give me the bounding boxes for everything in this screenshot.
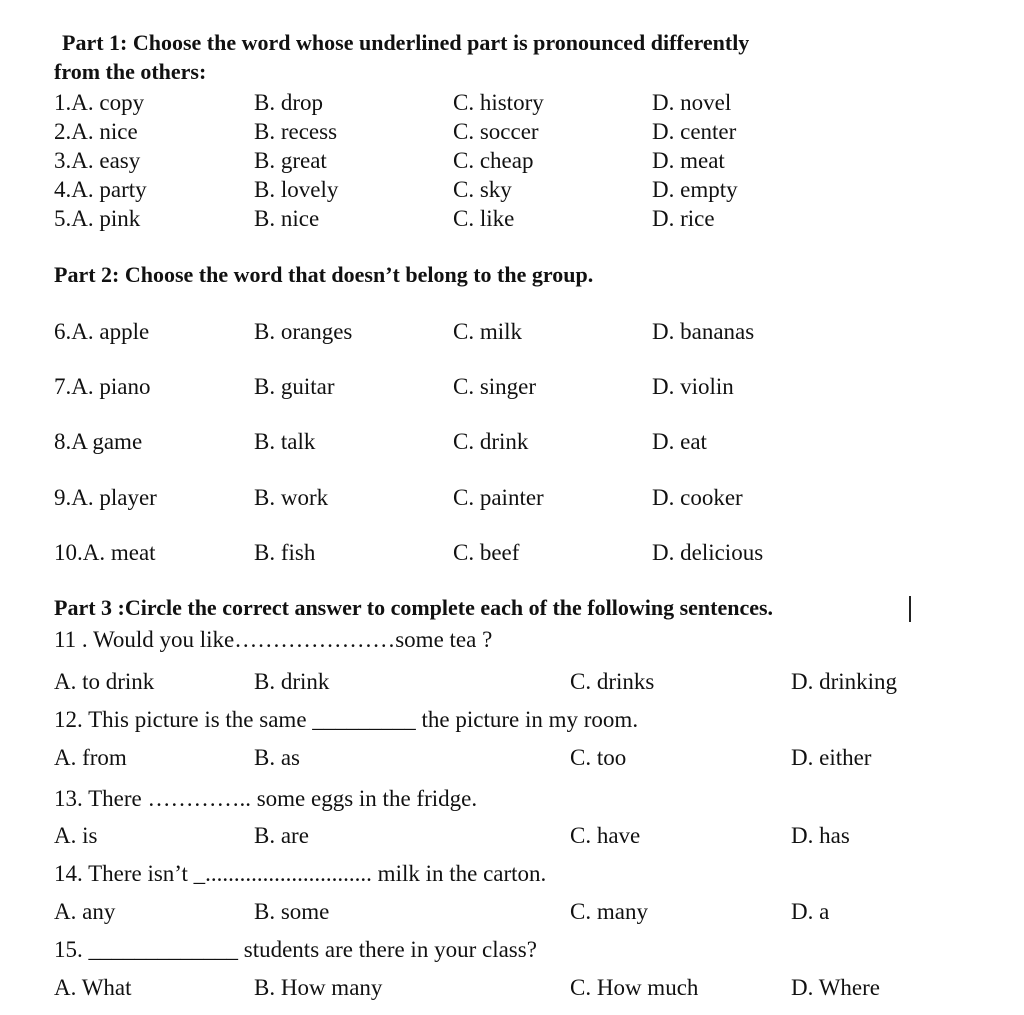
part2-q7-option-d: D. violin	[652, 374, 734, 399]
part3-q11-option-a: A. to drink	[54, 669, 155, 694]
part3-q13-option-c: C. have	[570, 823, 641, 848]
part2-heading: Part 2: Choose the word that doesn’t belong to the group.	[54, 262, 594, 287]
part1-q3-option-b: B. great	[254, 148, 327, 173]
part3-q11-text: 11 . Would you like…………………some tea ?	[54, 627, 493, 652]
part2-q7-option-a: 7.A. piano	[54, 374, 151, 399]
part1-q1-option-a: 1.A. copy	[54, 90, 145, 115]
part2-q6-option-b: B. oranges	[254, 319, 353, 344]
part1-q2-option-d: D. center	[652, 119, 737, 144]
part3-q14-option-d: D. a	[791, 899, 830, 924]
part3-q12-text: 12. This picture is the same _________ the picture in my room.	[54, 707, 639, 732]
part1-q1-option-b: B. drop	[254, 90, 323, 115]
part2-q7-option-c: C. singer	[453, 374, 537, 399]
part1-q1-option-d: D. novel	[652, 90, 732, 115]
part3-q14-text: 14. There isn’t _............................. milk in the carton.	[54, 861, 547, 886]
part1-q2-option-c: C. soccer	[453, 119, 539, 144]
part2-q9-option-d: D. cooker	[652, 485, 743, 510]
text-cursor	[909, 596, 911, 622]
part1-q4-option-d: D. empty	[652, 177, 738, 202]
part1-q3-option-c: C. cheap	[453, 148, 534, 173]
part1-q2-option-a: 2.A. nice	[54, 119, 138, 144]
part2-q6-option-c: C. milk	[453, 319, 523, 344]
part3-q13-option-d: D. has	[791, 823, 850, 848]
part1-q1-option-c: C. history	[453, 90, 544, 115]
part2-q6-option-a: 6.A. apple	[54, 319, 150, 344]
part2-q9-option-b: B. work	[254, 485, 329, 510]
part3-q12-option-d: D. either	[791, 745, 872, 770]
part3-q14-option-c: C. many	[570, 899, 648, 924]
part3-q11-option-b: B. drink	[254, 669, 330, 694]
part3-q15-option-d: D. Where	[791, 975, 880, 1000]
part2-q6-option-d: D. bananas	[652, 319, 755, 344]
part2-q8-option-b: B. talk	[254, 429, 316, 454]
part1-q5-option-c: C. like	[453, 206, 515, 231]
part3-q13-text: 13. There ………….. some eggs in the fridge.	[54, 786, 478, 811]
part2-q8-option-c: C. drink	[453, 429, 529, 454]
part3-q12-option-b: B. as	[254, 745, 300, 770]
part3-q11-option-c: C. drinks	[570, 669, 655, 694]
part1-heading-line2: from the others:	[54, 59, 207, 84]
part1-q3-option-a: 3.A. easy	[54, 148, 141, 173]
part3-q15-text: 15. _____________ students are there in your class?	[54, 937, 537, 962]
part2-q10-option-a: 10.A. meat	[54, 540, 156, 565]
part2-q10-option-c: C. beef	[453, 540, 520, 565]
part1-q3-option-d: D. meat	[652, 148, 725, 173]
part3-q14-option-a: A. any	[54, 899, 116, 924]
part3-q14-option-b: B. some	[254, 899, 330, 924]
part1-q4-option-a: 4.A. party	[54, 177, 147, 202]
part3-q15-option-b: B. How many	[254, 975, 383, 1000]
part1-q4-option-c: C. sky	[453, 177, 512, 202]
part2-q10-option-b: B. fish	[254, 540, 316, 565]
part2-q7-option-b: B. guitar	[254, 374, 335, 399]
part3-heading: Part 3 :Circle the correct answer to complete each of the following sentences.	[54, 595, 774, 620]
part1-q5-option-d: D. rice	[652, 206, 715, 231]
part3-q13-option-a: A. is	[54, 823, 98, 848]
part3-q11-option-d: D. drinking	[791, 669, 898, 694]
part1-q4-option-b: B. lovely	[254, 177, 339, 202]
part3-q15-option-a: A. What	[54, 975, 132, 1000]
part2-q8-option-d: D. eat	[652, 429, 707, 454]
part2-q9-option-c: C. painter	[453, 485, 544, 510]
part1-heading-line1: Part 1: Choose the word whose underlined part is pronounced differently	[62, 30, 750, 55]
part1-q5-option-b: B. nice	[254, 206, 320, 231]
part2-q8-option-a: 8.A game	[54, 429, 143, 454]
part1-q2-option-b: B. recess	[254, 119, 338, 144]
part1-q5-option-a: 5.A. pink	[54, 206, 141, 231]
part3-q12-option-c: C. too	[570, 745, 627, 770]
part3-q13-option-b: B. are	[254, 823, 309, 848]
part2-q9-option-a: 9.A. player	[54, 485, 157, 510]
part3-q15-option-c: C. How much	[570, 975, 699, 1000]
part2-q10-option-d: D. delicious	[652, 540, 764, 565]
part3-q12-option-a: A. from	[54, 745, 127, 770]
